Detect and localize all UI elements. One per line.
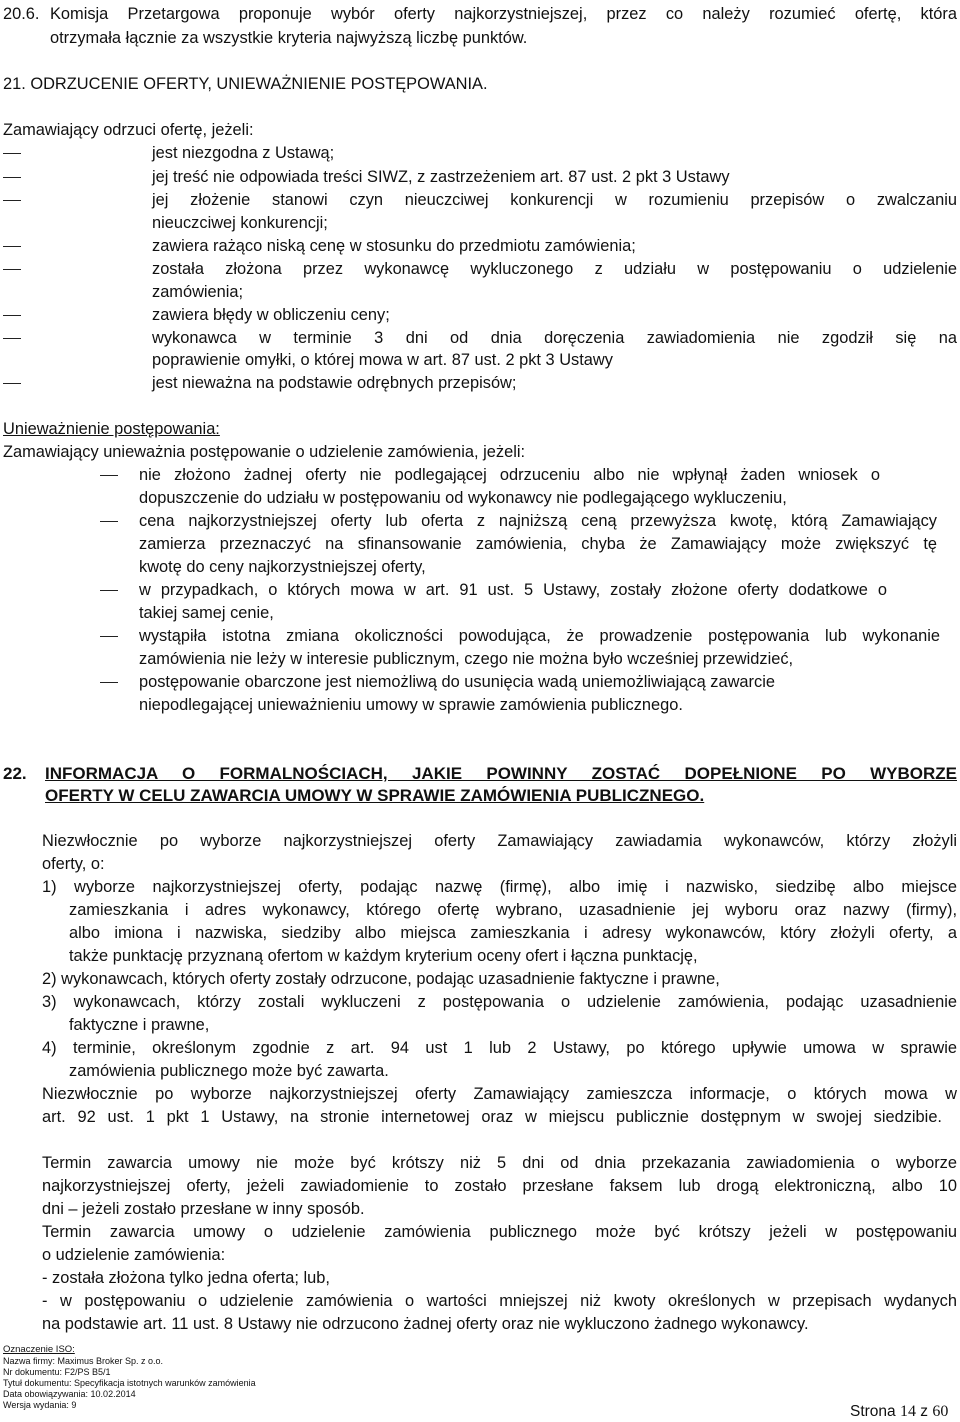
paragraph-line: - została złożona tylko jedna oferta; lub, [42, 1269, 330, 1287]
paragraph-line: art. 92 ust. 1 pkt 1 Ustawy, na stronie internetowej oraz w miejscu publicznie dostępnym w swojej siedzibie. [42, 1108, 942, 1126]
reject-item: zawiera rażąco niską cenę w stosunku do przedmiotu zamówienia; [152, 237, 636, 255]
numbered-item: 3) wykonawcach, którzy zostali wykluczeni z postępowania o udzielenie zamówienia, podając uzasadnienie [42, 993, 957, 1011]
paragraph-line: Termin zawarcia umowy o udzielenie zamówienia publicznego może być krótszy jeżeli w postępowaniu [42, 1223, 957, 1241]
list-dash [3, 177, 21, 178]
section-number-22: 22. [3, 764, 27, 783]
numbered-item: 2) wykonawcach, których oferty zostały odrzucone, podając uzasadnienie faktyczne i prawne, [42, 970, 720, 988]
reject-item-cont: poprawienie omyłki, o której mowa w art. 87 ust. 2 pkt 3 Ustawy [152, 351, 613, 369]
annul-item-cont: zamierza przeznaczyć na sfinansowanie zamówienia, chyba że Zamawiający może zwiększyć tę [139, 535, 937, 553]
annul-item-cont: kwotę do ceny najkorzystniejszej oferty, [139, 558, 426, 576]
paragraph-line: oferty, o: [42, 855, 105, 873]
numbered-item-cont: albo imiona i nazwiska, siedziby albo miejsca zamieszkania i adresy wykonawców, który złożyli oferty, a [69, 924, 957, 942]
section-heading-21: 21. ODRZUCENIE OFERTY, UNIEWAŻNIENIE POSTĘPOWANIA. [3, 75, 488, 93]
numbered-item: 4) terminie, określonym zgodnie z art. 94 ust 1 lub 2 Ustawy, po którego upływie umowa w sprawie [42, 1039, 957, 1057]
annul-item: w przypadkach, o których mowa w art. 91 ust. 5 Ustawy, zostały złożone oferty dodatkowe o [139, 581, 887, 599]
reject-item: zawiera błędy w obliczeniu ceny; [152, 306, 390, 324]
list-dash [100, 521, 118, 522]
list-dash [3, 246, 21, 247]
list-dash [3, 269, 21, 270]
list-dash [3, 153, 21, 154]
paragraph-line: Komisja Przetargowa proponuje wybór oferty najkorzystniejszej, przez co należy rozumieć ofertę, która [50, 5, 957, 23]
reject-item: jest niezgodna z Ustawą; [152, 144, 335, 162]
paragraph-line: dni – jeżeli zostało przesłane w inny sposób. [42, 1200, 365, 1218]
paragraph-line: otrzymała łącznie za wszystkie kryteria najwyższą liczbę punktów. [50, 29, 528, 47]
reject-item-cont: nieuczciwej konkurencji; [152, 214, 328, 232]
paragraph-line: najkorzystniejszej oferty, jeżeli zawiadomienie to zostało przesłane faksem lub drogą elektroniczną, albo 10 [42, 1177, 957, 1195]
numbered-item-cont: zamieszkania i adres wykonawcy, którego ofertę wybrano, uzasadnienie jej wyboru oraz nazwy (firmy), [69, 901, 957, 919]
footer-version: Wersja wydania: 9 [3, 1400, 77, 1410]
page-number [850, 1404, 948, 1420]
annul-item-cont: dopuszczenie do udziału w postępowaniu od wykonawcy nie podlegającego wykluczeniu, [139, 489, 787, 507]
annul-item: postępowanie obarczone jest niemożliwą do usunięcia wadą uniemożliwiającą zawarcie [139, 673, 775, 691]
numbered-item-cont: faktyczne i prawne, [69, 1016, 210, 1034]
page-label: Strona [850, 1403, 896, 1420]
paragraph-line: Niezwłocznie po wyborze najkorzystniejszej oferty Zamawiający zawiadamia wykonawców, którzy złożyli [42, 832, 957, 850]
footer-iso-label: Oznaczenie ISO: [3, 1344, 75, 1355]
page-separator: z [920, 1403, 929, 1420]
annul-item-cont: zamówienia nie leży w interesie publicznym, czego nie można było wcześniej przewidzieć, [139, 650, 794, 668]
list-dash [3, 383, 21, 384]
annul-item-cont: niepodlegającej unieważnieniu umowy w sprawie zamówienia publicznego. [139, 696, 683, 714]
footer-doc-title: Tytuł dokumentu: Specyfikacja istotnych warunków zamówienia [3, 1378, 256, 1388]
numbered-item-cont: także punktację przyznaną ofertom w każdym kryterium oceny ofert i łączna punktację, [69, 947, 698, 965]
annul-item: cena najkorzystniejszej oferty lub oferta z najniższą ceną przewyższa kwotę, którą Zamawiający [139, 512, 937, 530]
list-dash [3, 200, 21, 201]
footer-doc-number: Nr dokumentu: F2/PS B5/1 [3, 1367, 111, 1377]
annul-intro: Zamawiający unieważnia postępowanie o udzielenie zamówienia, jeżeli: [3, 443, 526, 461]
annul-heading: Unieważnienie postępowania: [3, 420, 220, 438]
list-dash [3, 338, 21, 339]
numbered-item: 1) wyborze najkorzystniejszej oferty, podając nazwę (firmę), albo imię i nazwisko, siedzibę albo miejsce [42, 878, 957, 896]
list-dash [100, 682, 118, 683]
annul-item: wystąpiła istotna zmiana okoliczności powodująca, że prowadzenie postępowania lub wykonanie [139, 627, 940, 645]
paragraph-line: na podstawie art. 11 ust. 8 Ustawy nie odrzucono żadnej oferty oraz nie wykluczono żadnego wykonawcy. [42, 1315, 809, 1333]
section-number-20-6: 20.6. [3, 5, 40, 23]
section-heading-22-cont: OFERTY W CELU ZAWARCIA UMOWY W SPRAWIE ZAMÓWIENIA PUBLICZNEGO. [45, 786, 705, 805]
reject-item: jej złożenie stanowi czyn nieuczciwej konkurencji w rozumieniu przepisów o zwalczaniu [152, 191, 957, 209]
page-total: 60 [932, 1403, 949, 1420]
annul-item: nie złożono żadnej oferty nie podlegającej odrzuceniu albo nie wpłynął żaden wniosek o [139, 466, 880, 484]
footer-valid-date: Data obowiązywania: 10.02.2014 [3, 1389, 136, 1399]
section-heading-22: INFORMACJA O FORMALNOŚCIACH, JAKIE POWINNY ZOSTAĆ DOPEŁNIONE PO WYBORZE [45, 764, 957, 783]
page-current: 14 [899, 1403, 916, 1420]
reject-item: została złożona przez wykonawcę wykluczonego z udziału w postępowaniu o udzielenie [152, 260, 957, 278]
reject-item-cont: zamówienia; [152, 283, 244, 301]
reject-item: wykonawca w terminie 3 dni od dnia doręczenia zawiadomienia nie zgodził się na [152, 329, 957, 347]
paragraph-line: Termin zawarcia umowy nie może być krótszy niż 5 dni od dnia przekazania zawiadomienia o wyborze [42, 1154, 957, 1172]
numbered-item-cont: zamówienia publicznego może być zawarta. [69, 1062, 389, 1080]
list-dash [100, 636, 118, 637]
list-dash [3, 315, 21, 316]
reject-item: jej treść nie odpowiada treści SIWZ, z zastrzeżeniem art. 87 ust. 2 pkt 3 Ustawy [152, 168, 730, 186]
reject-item: jest nieważna na podstawie odrębnych przepisów; [152, 374, 517, 392]
paragraph-line: Niezwłocznie po wyborze najkorzystniejszej oferty Zamawiający zamieszcza informacje, o których mowa w [42, 1085, 957, 1103]
list-dash [100, 590, 118, 591]
paragraph-line: - w postępowaniu o udzielenie zamówienia o wartości mniejszej niż kwoty określonych w przepisach wydanych [42, 1292, 957, 1310]
footer-company: Nazwa firmy: Maximus Broker Sp. z o.o. [3, 1356, 164, 1366]
list-dash [100, 475, 118, 476]
reject-intro: Zamawiający odrzuci ofertę, jeżeli: [3, 121, 254, 139]
annul-item-cont: takiej samej cenie, [139, 604, 274, 622]
paragraph-line: o udzielenie zamówienia: [42, 1246, 226, 1264]
